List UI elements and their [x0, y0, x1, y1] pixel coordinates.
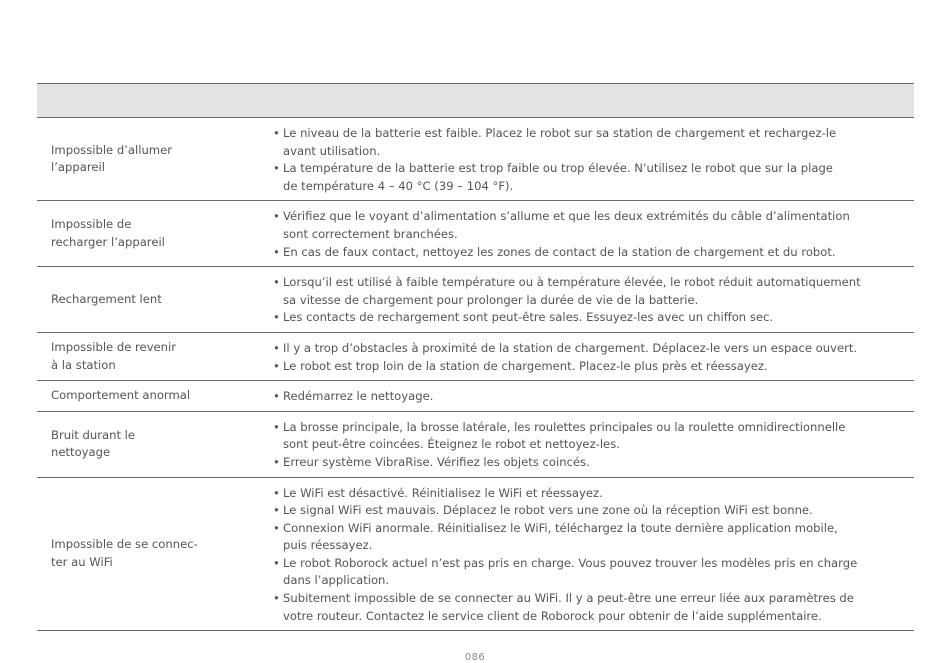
- solution-line: • Les contacts de rechargement sont peut-être sales. Essuyez-les avec un chiffon sec.: [283, 310, 774, 325]
- table-row: [37, 381, 914, 412]
- solution-item: [273, 340, 914, 358]
- solution-item: [273, 208, 914, 243]
- solution-line: • Vérifiez que le voyant d’alimentation s’allume et que les deux extrémités du câble d’alimentation: [283, 209, 850, 224]
- solution-line: • La brosse principale, la brosse latérale, les roulettes principales ou la roulette omnidirectionnelle: [283, 419, 846, 434]
- solution-list: [273, 118, 914, 200]
- solution-item: [273, 309, 914, 327]
- problem-line: ter au WiFi: [51, 554, 113, 569]
- table-row: [37, 201, 914, 267]
- solution-list: [273, 201, 914, 266]
- table-row: [37, 478, 914, 632]
- problem-cell: [37, 201, 273, 266]
- solution-list: [273, 478, 914, 631]
- problem-cell: [37, 118, 273, 200]
- problem-cell: [37, 412, 273, 477]
- problem-text: [51, 142, 172, 177]
- problem-line: Impossible de se connec-: [51, 537, 198, 552]
- solution-line: • Connexion WiFi anormale. Réinitialisez le WiFi, téléchargez la toute dernière application mobile,: [283, 520, 838, 535]
- solution-line: • Redémarrez le nettoyage.: [283, 389, 434, 404]
- solution-item: [273, 388, 914, 406]
- problem-cell: [37, 381, 273, 411]
- solution-item: [273, 502, 914, 520]
- solution-line: • La température de la batterie est trop faible ou trop élevée. N’utilisez le robot que sur la plage: [283, 161, 833, 176]
- problem-text: [51, 427, 135, 462]
- solution-item: [273, 590, 914, 625]
- problem-text: [51, 291, 162, 309]
- solution-item: [273, 454, 914, 472]
- solution-list: [273, 267, 914, 332]
- problem-line: nettoyage: [51, 445, 111, 460]
- solution-line: • Le niveau de la batterie est faible. Placez le robot sur sa station de chargement et rechargez-le: [283, 126, 837, 140]
- solution-item: [273, 274, 914, 309]
- problem-text: [51, 387, 190, 405]
- problem-cell: [37, 333, 273, 380]
- solution-line: de température 4 – 40 °C (39 – 104 °F).: [283, 178, 514, 193]
- solution-line: • En cas de faux contact, nettoyez les zones de contact de la station de chargement et du robot.: [283, 244, 836, 259]
- troubleshooting-table: [37, 83, 914, 631]
- problem-line: Bruit durant le: [51, 427, 136, 442]
- problem-text: [51, 536, 198, 571]
- problem-cell: [37, 267, 273, 332]
- problem-line: Rechargement lent: [51, 291, 162, 306]
- solution-list: [273, 333, 914, 380]
- problem-line: Impossible d’allumer: [51, 142, 172, 157]
- problem-line: recharger l’appareil: [51, 234, 165, 249]
- solution-line: • Erreur système VibraRise. Vérifiez les objets coincés.: [283, 454, 590, 469]
- solution-line: • Il y a trop d’obstacles à proximité de la station de chargement. Déplacez-le vers un espace ouvert.: [283, 340, 858, 355]
- solution-list: [273, 412, 914, 477]
- solution-item: [273, 358, 914, 376]
- solution-line: avant utilisation.: [283, 143, 381, 158]
- solution-line: • Le signal WiFi est mauvais. Déplacez le robot vers une zone où la réception WiFi est bonne.: [283, 503, 813, 518]
- solution-item: [273, 419, 914, 454]
- solution-item: [273, 555, 914, 590]
- solution-line: puis réessayez.: [283, 538, 373, 553]
- table-body: [37, 118, 914, 631]
- problem-line: l’appareil: [51, 160, 105, 175]
- problem-text: [51, 339, 176, 374]
- solution-line: votre routeur. Contactez le service client de Roborock pour obtenir de l’aide supplémentaire.: [283, 608, 822, 623]
- solution-list: [273, 381, 914, 411]
- solution-line: • Lorsqu’il est utilisé à faible température ou à température élevée, le robot réduit automatiquement: [283, 275, 861, 290]
- problem-line: Impossible de: [51, 217, 132, 232]
- solution-line: dans l’application.: [283, 573, 390, 588]
- table-row: [37, 118, 914, 201]
- problem-line: Comportement anormal: [51, 388, 191, 403]
- solution-item: [273, 485, 914, 503]
- solution-line: • Le robot Roborock actuel n’est pas pris en charge. Vous pouvez trouver les modèles pris en charge: [283, 555, 858, 570]
- problem-line: à la station: [51, 357, 116, 372]
- problem-cell: [37, 478, 273, 631]
- table-header-band: [37, 84, 914, 118]
- solution-item: [273, 520, 914, 555]
- table-row: [37, 267, 914, 333]
- solution-line: sa vitesse de chargement pour prolonger la durée de vie de la batterie.: [283, 292, 699, 307]
- problem-line: Impossible de revenir: [51, 339, 177, 354]
- table-row: [37, 412, 914, 478]
- solution-line: • Subitement impossible de se connecter au WiFi. Il y a peut-être une erreur liée aux paramètres de: [283, 591, 854, 606]
- solution-line: • Le robot est trop loin de la station de chargement. Placez-le plus près et réessayez.: [283, 358, 768, 373]
- page-number: 086: [464, 652, 486, 663]
- table-row: [37, 333, 914, 381]
- solution-line: sont peut-être coincées. Éteignez le robot et nettoyez-les.: [283, 437, 620, 452]
- solution-line: sont correctement branchées.: [283, 226, 458, 241]
- solution-item: [273, 125, 914, 160]
- problem-text: [51, 216, 165, 251]
- solution-item: [273, 244, 914, 262]
- solution-line: • Le WiFi est désactivé. Réinitialisez le WiFi et réessayez.: [283, 485, 603, 500]
- solution-item: [273, 160, 914, 195]
